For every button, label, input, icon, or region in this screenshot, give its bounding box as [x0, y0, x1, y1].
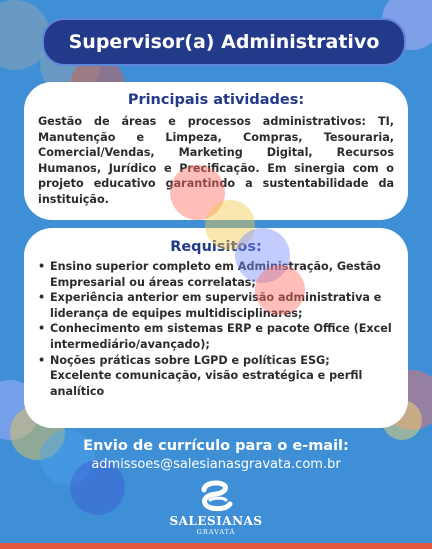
logo-mark-icon: [196, 480, 236, 514]
activities-text: Gestão de áreas e processos administrativos: TI, Manutenção e Limpeza, Compras, Tesouraria, Comercial/Vendas, Marketing Digital, Recursos Humanos, Jurídico e Precificação. Em sinergia com o projeto educativo garantindo a sustentabilidade da instituição.: [38, 115, 394, 206]
bullet-icon: •: [38, 322, 46, 336]
bullet-icon: •: [38, 291, 46, 305]
bullet-icon: •: [38, 353, 46, 367]
contact-heading: Envio de currículo para o e-mail:: [83, 438, 349, 454]
job-title-banner: [42, 18, 406, 66]
requirements-list: [38, 259, 394, 368]
list-item: • Conhecimento em sistemas ERP e pacote Office (Excel intermediário/avançado);: [38, 322, 392, 351]
salesianas-logo: [166, 480, 266, 544]
bullet-icon: •: [38, 260, 46, 273]
activities-card: [24, 82, 408, 220]
logo-subtitle: GRAVATÁ: [196, 528, 236, 536]
requirements-extra: Excelente comunicação, visão estratégica e perfil analítico: [50, 369, 363, 398]
job-title: Supervisor(a) Administrativo: [68, 31, 380, 53]
activities-heading: Principais atividades:: [127, 92, 305, 108]
list-item: • Experiência anterior em supervisão administrativa e liderança de equipes multidisciplinares;: [38, 291, 382, 320]
list-item: • Noções práticas sobre LGPD e políticas ESG;: [38, 353, 330, 367]
requirements-card: [24, 228, 408, 428]
contact-email[interactable]: admissoes@salesianasgravata.com.br: [91, 457, 341, 472]
list-item: • Ensino superior completo em Administração, Gestão Empresarial ou áreas correlatas;: [38, 260, 381, 289]
bottom-accent-bar: [0, 543, 432, 549]
requirements-heading: Requisitos:: [170, 239, 262, 255]
logo-name: SALESIANAS: [169, 514, 263, 528]
